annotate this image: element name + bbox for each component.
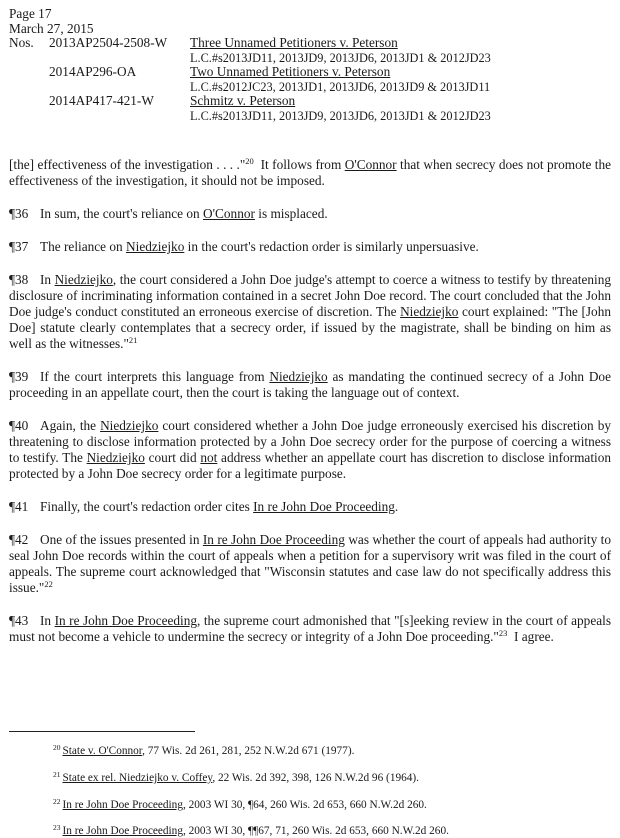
paragraph-number: ¶36	[9, 206, 29, 221]
footnote-ref: 23	[498, 628, 508, 638]
case-citation: In re John Doe Proceeding	[202, 532, 345, 547]
paragraph-continued: [the] effectiveness of the investigation . . . ."$^{20}$ It follows from O'Connor that when secrecy does not promote the effectiveness of the investigation, it should not be imposed.	[9, 156, 612, 188]
paragraph-number: ¶42	[9, 532, 29, 547]
document-body	[9, 157, 611, 645]
paragraph-43: ¶43 In In re John Doe Proceeding, the supreme court admonished that "[s]eeking review in the court of appeals must not become a vehicle to undermine the secrecy or integrity of a John Doe proceeding."$^{23}$ I agree.	[9, 613, 611, 644]
case-number: 2013AP2504-2508-W	[49, 35, 168, 50]
lower-court-numbers: L.C.#s2013JD11, 2013JD9, 2013JD6, 2013JD1 & 2012JD23	[190, 50, 491, 65]
case-row	[9, 65, 609, 80]
lower-court-row	[9, 80, 609, 95]
lower-court-row	[9, 109, 609, 124]
footnote-separator	[9, 731, 195, 732]
paragraph-number: ¶39	[9, 369, 29, 384]
paragraph-number: ¶41	[9, 499, 29, 514]
paragraph-36: ¶36 In sum, the court's reliance on O'Connor is misplaced.	[9, 206, 328, 221]
paragraph-39: ¶39 If the court interprets this language from Niedziejko as mandating the continued secrecy of a John Doe proceeding in an appellate court, then the court is taking the language out of context.	[9, 369, 611, 400]
paragraph-42: ¶42 One of the issues presented in In re John Doe Proceeding was whether the court of appeals had authority to seal John Doe records within the court of appeals when a petition for a supervisory writ was filed in the court of appeals. The supreme court acknowledged that "Wisconsin statutes and case law do not specifically address this issue."$^{22}$	[9, 532, 612, 595]
case-caption: Two Unnamed Petitioners v. Peterson	[190, 64, 391, 79]
case-citation: Niedziejko	[269, 369, 328, 384]
case-citation: State ex rel. Niedziejko v. Coffey	[62, 772, 213, 784]
paragraph-number: ¶43	[9, 613, 29, 628]
paragraph-37: ¶37 The reliance on Niedziejko in the court's redaction order is similarly unpersuasive.	[9, 239, 479, 254]
footnote-20: $^{20}$ State v. O'Connor, 77 Wis. 2d 261, 281, 252 N.W.2d 671 (1977).	[53, 743, 355, 757]
footnote-23: $^{23}$ In re John Doe Proceeding, 2003 WI 30, ¶¶67, 71, 260 Wis. 2d 653, 660 N.W.2d 260.	[53, 823, 449, 837]
footnote-22: $^{22}$ In re John Doe Proceeding, 2003 WI 30, ¶64, 260 Wis. 2d 653, 660 N.W.2d 260.	[53, 797, 427, 811]
paragraph-41: ¶41 Finally, the court's redaction order cites In re John Doe Proceeding.	[9, 499, 399, 514]
footnote-ref: 21	[128, 335, 138, 345]
case-row	[9, 94, 609, 109]
case-caption: Three Unnamed Petitioners v. Peterson	[190, 35, 398, 50]
case-citation: In re John Doe Proceeding	[62, 825, 183, 837]
case-citation: Niedziejko	[100, 418, 159, 433]
footnote-number: 23	[53, 823, 61, 832]
footnote-number: 22	[53, 797, 61, 806]
lower-court-numbers: L.C.#s2012JC23, 2013JD1, 2013JD6, 2013JD9 & 2013JD11	[190, 79, 491, 94]
paragraph-number: ¶38	[9, 272, 29, 287]
case-citation: In re John Doe Proceeding	[54, 613, 198, 628]
case-citation: In re John Doe Proceeding	[253, 499, 395, 514]
case-citation: In re John Doe Proceeding	[62, 799, 183, 811]
footnote-ref: 20	[245, 156, 254, 166]
lower-court-row	[9, 51, 609, 66]
page-number: Page 17	[9, 6, 52, 21]
paragraph-number: ¶37	[9, 239, 29, 254]
case-citation: Niedziejko	[86, 450, 145, 465]
paragraph-number: ¶40	[9, 418, 29, 433]
case-citation: State v. O'Connor	[62, 745, 143, 757]
nos-label: Nos.	[9, 35, 34, 50]
case-caption: Schmitz v. Peterson	[190, 93, 296, 108]
case-citation: Niedziejko	[54, 272, 113, 287]
footnote-number: 21	[53, 770, 61, 779]
footnote-ref: 22	[44, 579, 53, 589]
case-citation: Niedziejko	[126, 239, 185, 254]
case-citation: O'Connor	[203, 206, 255, 221]
paragraph-40: ¶40 Again, the Niedziejko court considered whether a John Doe judge erroneously exercised his discretion by threatening to disclose information protected by a John Doe secrecy order for the purpose of coercing a witness to testify. The Niedziejko court did not address whether an appellate court has discretion to disclose information protected by a John Doe secrecy order for a legitimate purpose.	[9, 418, 612, 481]
case-row	[9, 36, 609, 51]
footnote-21: $^{21}$ State ex rel. Niedziejko v. Coffey, 22 Wis. 2d 392, 398, 126 N.W.2d 96 (1964).	[53, 770, 419, 784]
paragraph-38: ¶38 In Niedziejko, the court considered a John Doe judge's attempt to coerce a witness to testify by threatening disclosure of incriminating information contained in a secret John Doe record. The court concluded that the John Doe judge's conduct constituted an erroneous exercise of discretion. The Niedziejko court explained: "The [John Doe] statute clearly contemplates that a secrecy order, if issued by the magistrate, shall be binding on him as well as the witnesses."$^{21}$	[9, 272, 611, 351]
case-citation: O'Connor	[344, 157, 397, 172]
document-date: March 27, 2015	[9, 20, 94, 36]
case-number: 2014AP296-OA	[49, 64, 137, 79]
footnote-number: 20	[53, 743, 61, 752]
case-citation: Niedziejko	[400, 304, 459, 319]
case-number: 2014AP417-421-W	[49, 93, 154, 108]
page-header	[9, 7, 609, 123]
lower-court-numbers: L.C.#s2013JD11, 2013JD9, 2013JD6, 2013JD1 & 2012JD23	[190, 108, 491, 123]
emphasis: not	[200, 450, 218, 465]
